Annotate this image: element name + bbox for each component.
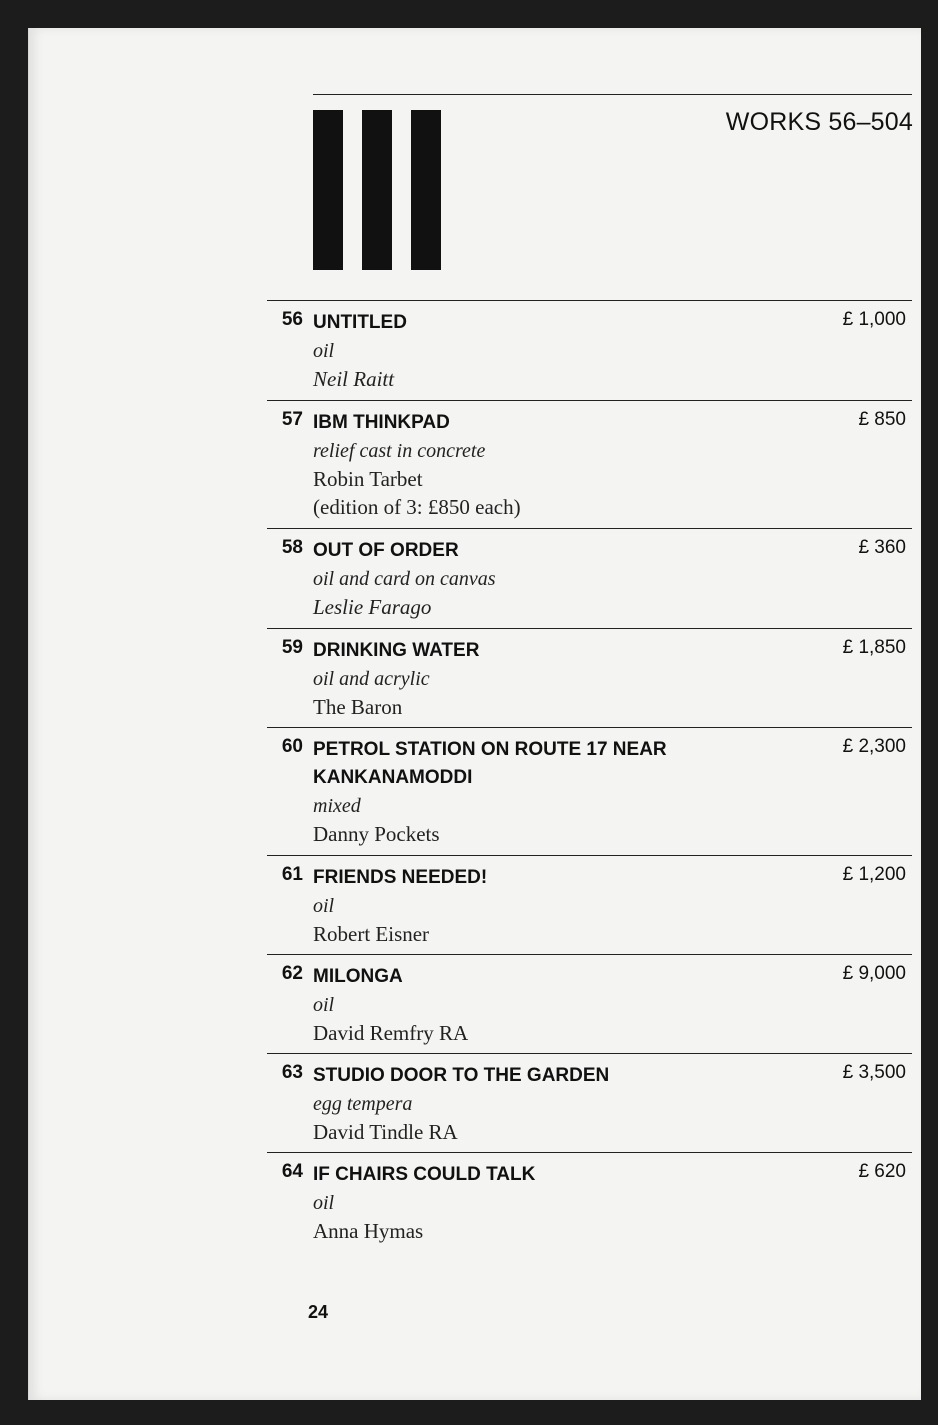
catalogue-entry <box>267 727 912 848</box>
entry-body <box>313 301 783 393</box>
entry-title: PETROL STATION ON ROUTE 17 NEAR <box>313 739 667 760</box>
top-rule <box>313 94 912 95</box>
entry-body <box>313 856 783 948</box>
entry-number: 60 <box>281 736 303 757</box>
entry-body <box>313 955 783 1047</box>
entry-price: £ 3,500 <box>842 1062 906 1083</box>
entry-number: 61 <box>281 864 303 885</box>
entry-artist: David Remfry RA <box>313 1021 469 1045</box>
entry-artist: Neil Raitt <box>313 367 395 391</box>
entry-edition: (edition of 3: £850 each) <box>313 495 521 519</box>
entry-medium: egg tempera <box>313 1093 413 1115</box>
entry-number: 58 <box>281 537 303 558</box>
entry-body <box>313 529 783 621</box>
roman-numeral-three-icon <box>313 110 441 270</box>
catalogue-entry <box>267 855 912 948</box>
entry-medium: mixed <box>313 795 361 817</box>
entry-title: OUT OF ORDER <box>313 540 459 561</box>
catalogue-entry <box>267 628 912 721</box>
entry-title: MILONGA <box>313 966 403 987</box>
entry-artist: Leslie Farago <box>313 595 432 619</box>
entry-price: £ 9,000 <box>842 963 906 984</box>
entry-title: UNTITLED <box>313 312 407 333</box>
catalogue-entry <box>267 400 912 521</box>
entry-medium: oil and acrylic <box>313 668 430 690</box>
entry-artist: Robert Eisner <box>313 922 430 946</box>
entry-title: DRINKING WATER <box>313 640 480 661</box>
entry-medium: relief cast in concrete <box>313 440 486 462</box>
catalogue-entry <box>267 1053 912 1146</box>
entry-body <box>313 1054 783 1146</box>
entry-medium: oil and card on canvas <box>313 568 496 590</box>
entry-artist: Danny Pockets <box>313 822 440 846</box>
entry-title: IF CHAIRS COULD TALK <box>313 1164 536 1185</box>
entry-title: FRIENDS NEEDED! <box>313 867 488 888</box>
entry-price: £ 1,200 <box>842 864 906 885</box>
entry-price: £ 620 <box>858 1161 906 1182</box>
entry-body <box>313 728 783 848</box>
entry-number: 64 <box>281 1161 303 1182</box>
entry-artist: Anna Hymas <box>313 1219 424 1243</box>
entry-title: KANKANAMODDI <box>313 767 473 788</box>
entry-title: STUDIO DOOR TO THE GARDEN <box>313 1065 610 1086</box>
entry-number: 57 <box>281 409 303 430</box>
catalogue-page <box>28 28 921 1400</box>
catalogue-entry <box>267 528 912 621</box>
entry-number: 56 <box>281 309 303 330</box>
entry-medium: oil <box>313 340 335 362</box>
entry-artist: Robin Tarbet <box>313 467 423 491</box>
catalogue-entry <box>267 300 912 393</box>
entry-price: £ 2,300 <box>842 736 906 757</box>
entry-medium: oil <box>313 1192 335 1214</box>
entry-artist: David Tindle RA <box>313 1120 458 1144</box>
entry-body <box>313 629 783 721</box>
entry-number: 63 <box>281 1062 303 1083</box>
entry-body <box>313 401 783 521</box>
entry-medium: oil <box>313 994 335 1016</box>
entry-artist: The Baron <box>313 695 403 719</box>
entry-price: £ 850 <box>858 409 906 430</box>
section-title: WORKS 56–504 <box>725 108 913 136</box>
entry-price: £ 360 <box>858 537 906 558</box>
catalogue-entry <box>267 954 912 1047</box>
entry-medium: oil <box>313 895 335 917</box>
entry-body <box>313 1153 783 1245</box>
entry-price: £ 1,850 <box>842 637 906 658</box>
page-number: 24 <box>308 1302 329 1322</box>
entry-title: IBM THINKPAD <box>313 412 450 433</box>
entry-price: £ 1,000 <box>842 309 906 330</box>
entry-number: 59 <box>281 637 303 658</box>
catalogue-entry <box>267 1152 912 1245</box>
entry-number: 62 <box>281 963 303 984</box>
